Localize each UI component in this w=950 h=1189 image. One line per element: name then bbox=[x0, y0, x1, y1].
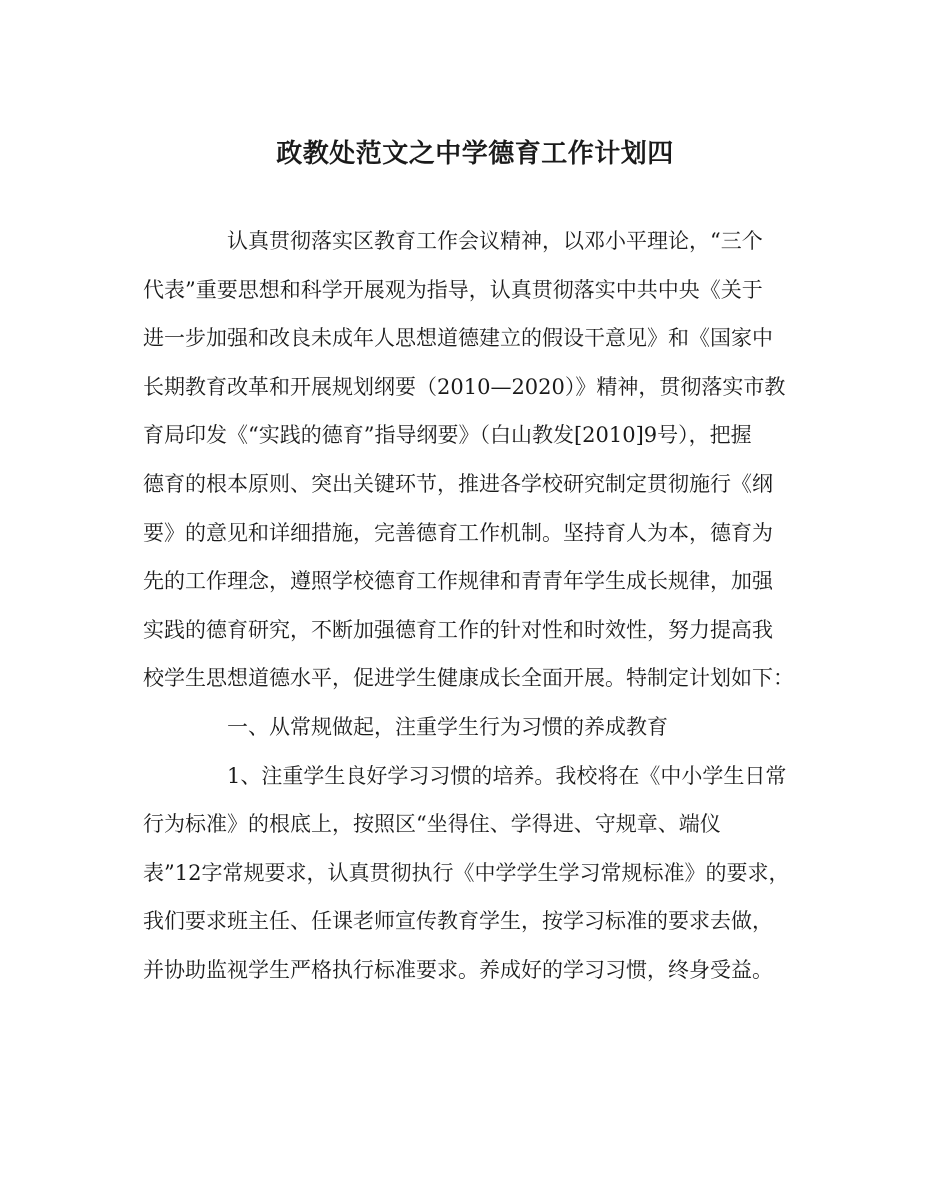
paragraph-line: 校学生思想道德水平，促进学生健康成长全面开展。特制定计划如下： bbox=[143, 666, 794, 691]
section-heading: 一、从常规做起，注重学生行为习惯的养成教育 bbox=[227, 714, 668, 739]
paragraph-line: 认真贯彻落实区教育工作会议精神，以邓小平理论，“三个 bbox=[227, 229, 763, 253]
paragraph-line: 代表”重要思想和科学开展观为指导，认真贯彻落实中共中央《关于 bbox=[143, 277, 763, 302]
paragraph-line: 表”12字常规要求，认真贯彻执行《中学学生学习常规标准》的要求， bbox=[143, 860, 790, 885]
document-body bbox=[143, 217, 811, 995]
paragraph-line: 并协助监视学生严格执行标准要求。养成好的学习习惯，终身受益。 bbox=[143, 957, 773, 982]
paragraph-line: 长期教育改革和开展规划纲要（2010—2020）》精神，贯彻落实市教 bbox=[143, 374, 786, 399]
paragraph-line: 德育的根本原则、突出关键环节，推进各学校研究制定贯彻施行《纲 bbox=[143, 471, 773, 496]
paragraph-line: 先的工作理念，遵照学校德育工作规律和青青年学生成长规律，加强 bbox=[143, 569, 773, 594]
paragraph-line: 进一步加强和改良未成年人思想道德建立的假设干意见》和《国家中 bbox=[143, 326, 773, 351]
paragraph-line: 实践的德育研究，不断加强德育工作的针对性和时效性，努力提高我 bbox=[143, 617, 773, 642]
paragraph-line: 1、注重学生良好学习习惯的培养。我校将在《中小学生日常 bbox=[227, 763, 787, 788]
document-title: 政教处范文之中学德育工作计划四 bbox=[276, 139, 674, 169]
paragraph-line: 我们要求班主任、任课老师宣传教育学生，按学习标准的要求去做， bbox=[143, 909, 773, 934]
paragraph-line: 行为标准》的根底上，按照区“坐得住、学得进、守规章、端仪 bbox=[143, 812, 721, 837]
paragraph-line: 育局印发《“实践的德育”指导纲要》（白山教发[2010]9号），把握 bbox=[143, 423, 752, 448]
paragraph-line: 要》的意见和详细措施，完善德育工作机制。坚持育人为本，德育为 bbox=[143, 520, 773, 545]
